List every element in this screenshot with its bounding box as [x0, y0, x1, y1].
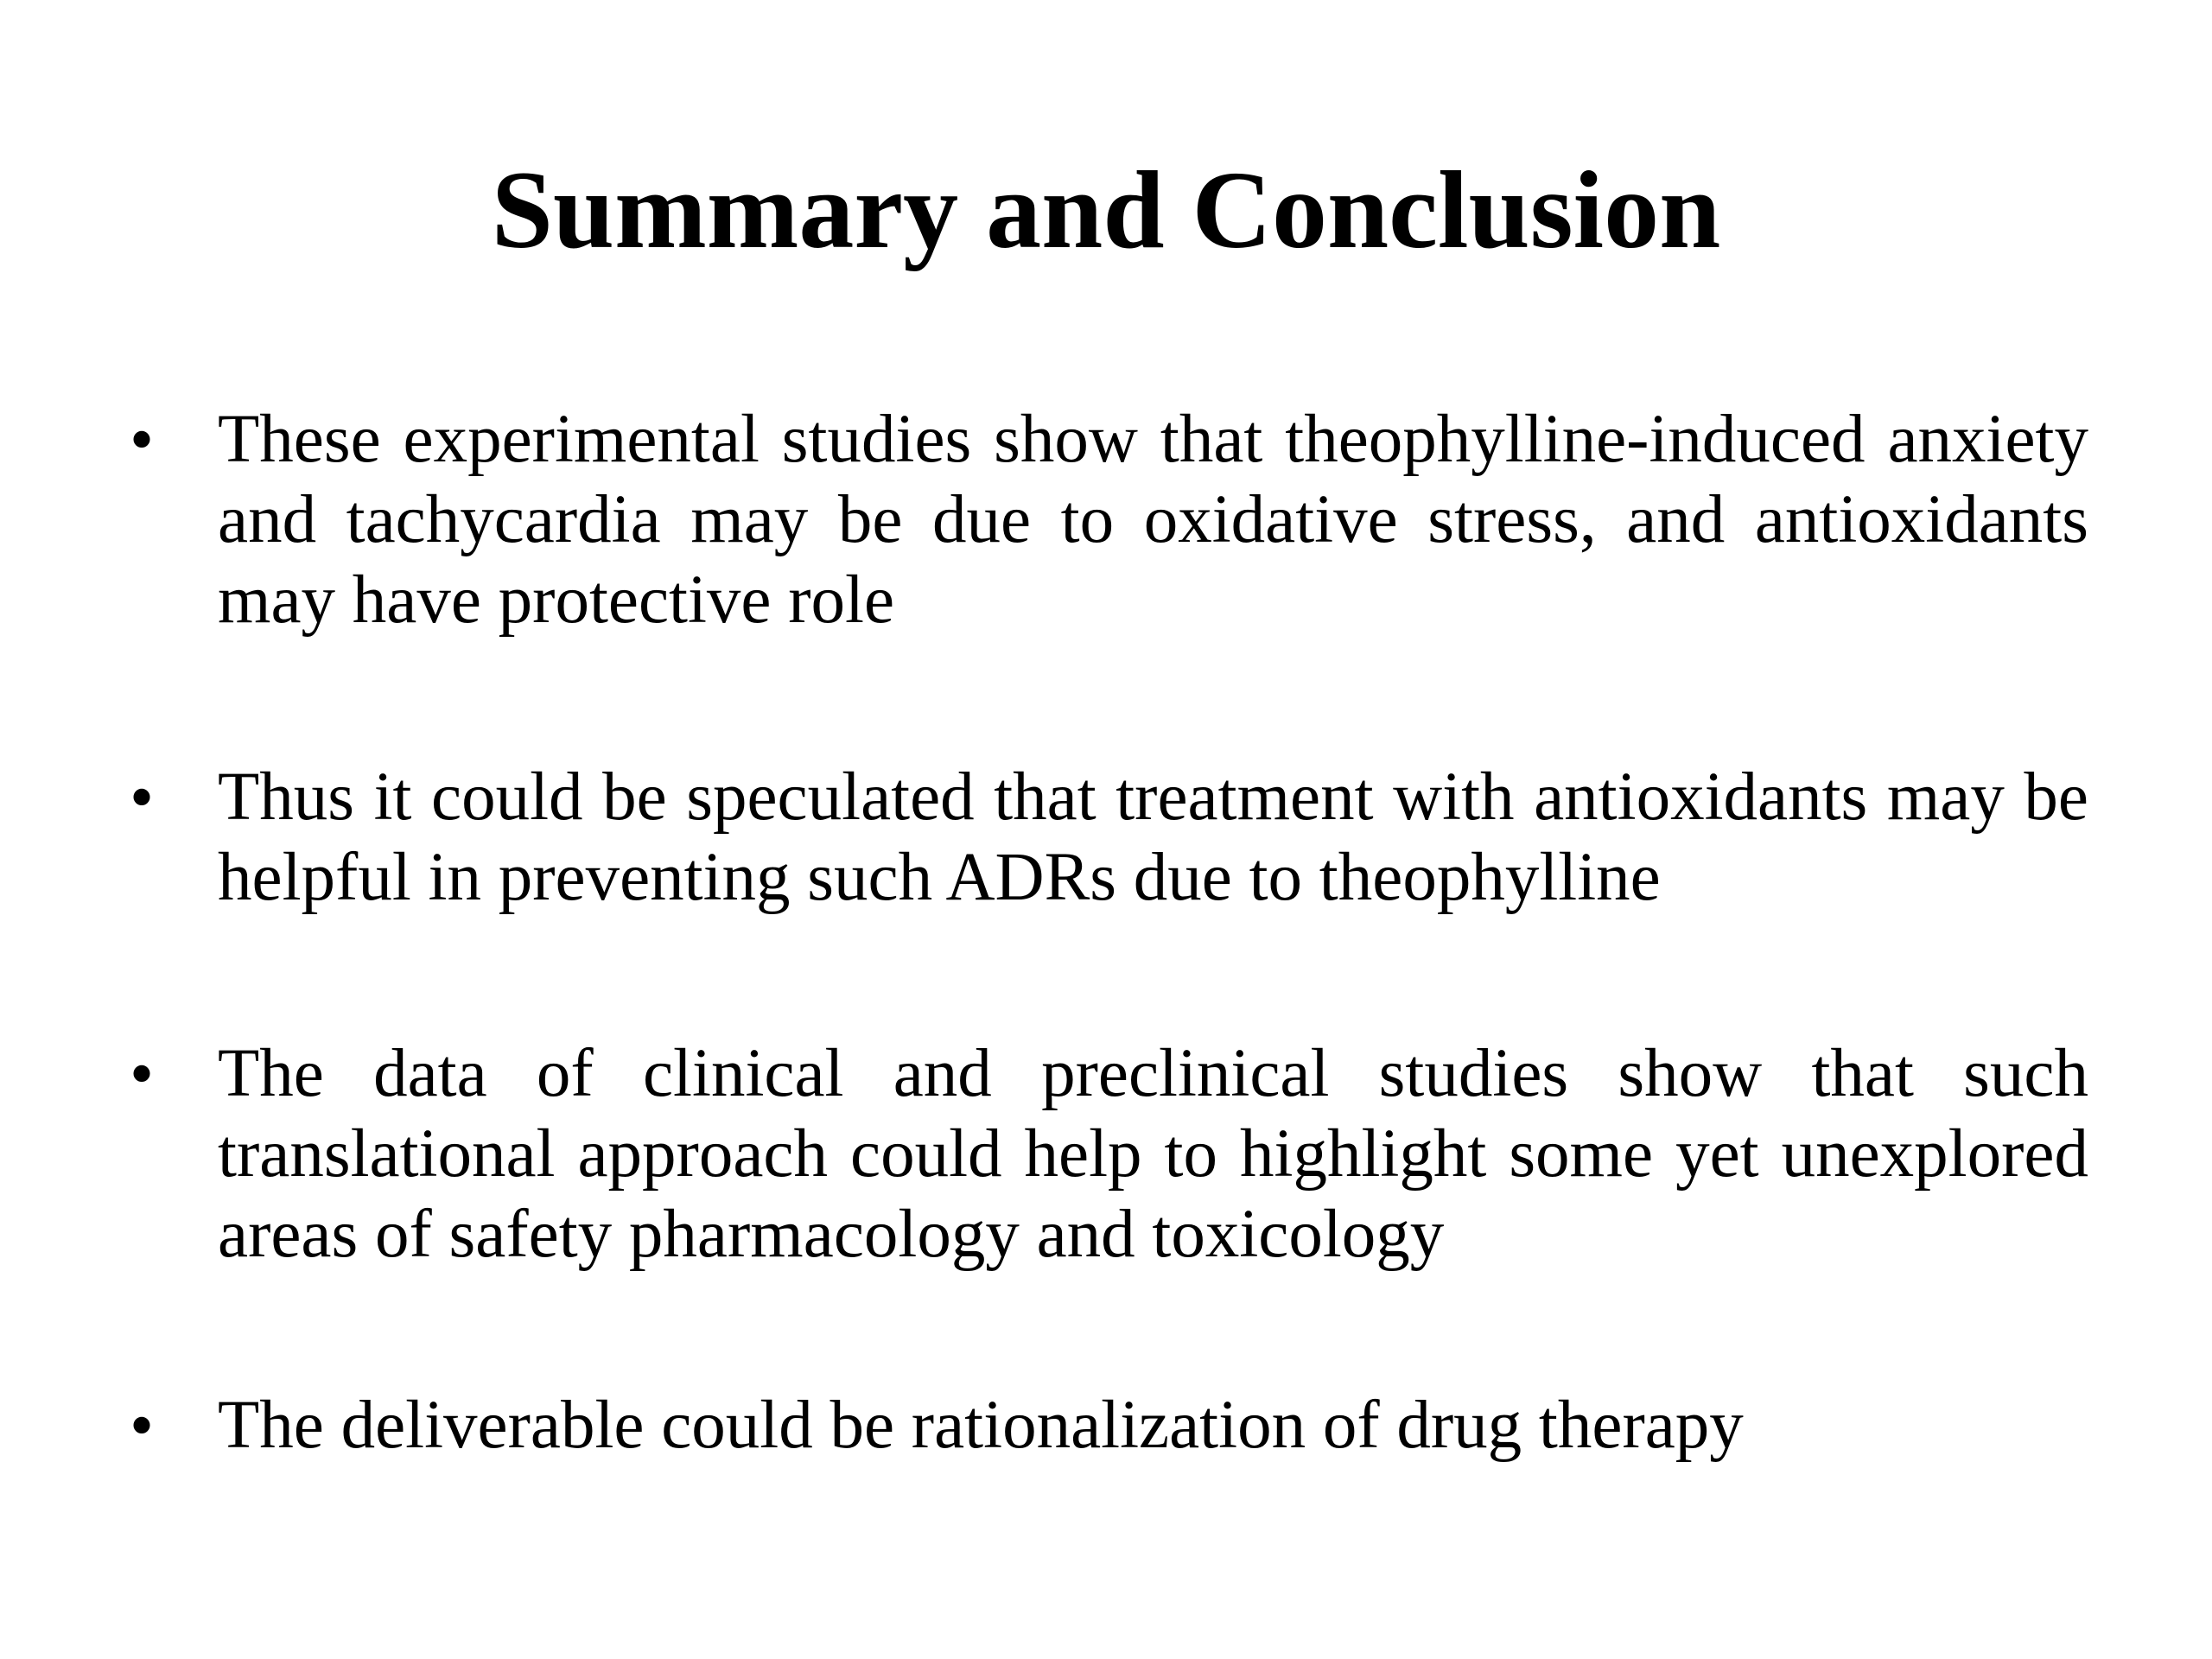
- bullet-text: The deliverable could be rationalization of drug therapy: [218, 1388, 1744, 1463]
- bullet-icon: •: [130, 402, 155, 478]
- bullet-icon: •: [130, 760, 155, 836]
- bullet-text: These experimental studies show that theophylline-induced anxiety and tachycardia may be due to oxidative stress, and antioxidants may have protective role: [218, 402, 2088, 638]
- bullet-icon: •: [130, 1388, 155, 1464]
- bullet-icon: •: [130, 1036, 155, 1112]
- slide-title: Summary and Conclusion: [491, 149, 1721, 271]
- bullet-text: Thus it could be speculated that treatment with antioxidants may be helpful in preventing such ADRs due to theophylline: [218, 760, 2088, 915]
- bullet-text: The data of clinical and preclinical studies show that such translational approach could help to highlight some yet unexplored areas of safety pharmacology and toxicology: [218, 1036, 2088, 1272]
